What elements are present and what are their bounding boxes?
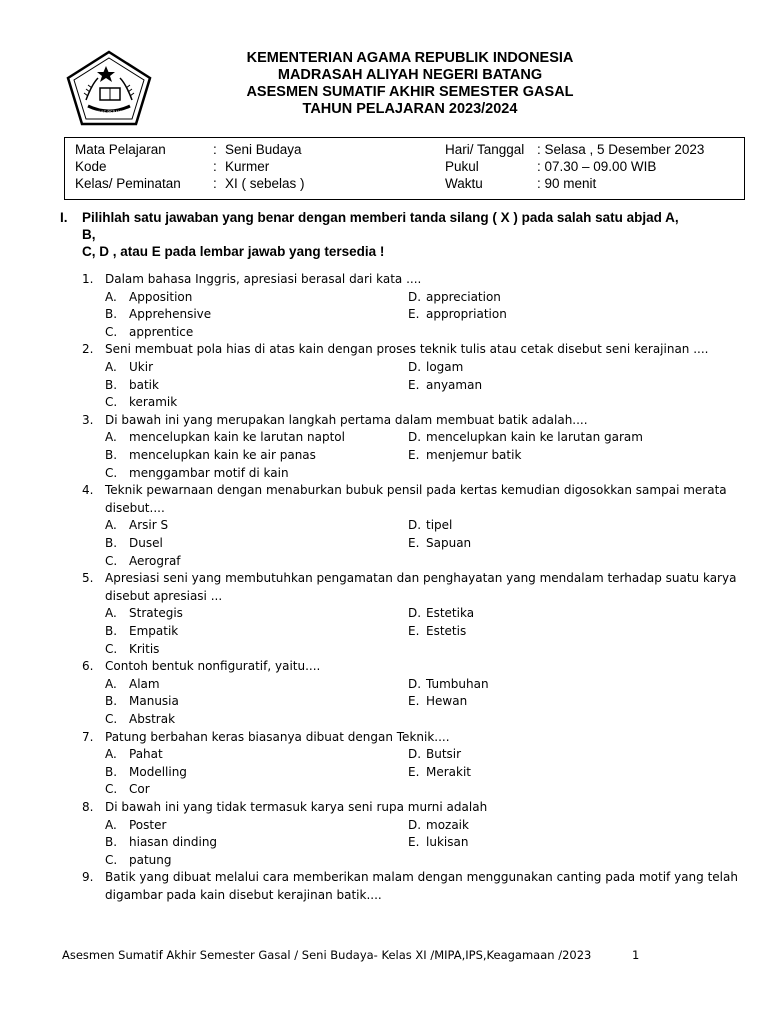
option-text: Abstrak (129, 712, 176, 726)
option-letter: A. (105, 289, 117, 304)
option-letter: A. (105, 747, 117, 762)
option-letter: D. (408, 289, 422, 304)
option-text: Estetis (426, 624, 467, 638)
exam-info-box (64, 137, 745, 200)
question-number: 2. (82, 342, 94, 357)
option-letter: E. (408, 835, 420, 850)
option-text: batik (129, 377, 159, 392)
option-letter: D. (408, 518, 422, 533)
option-letter: B. (105, 694, 118, 709)
document-header (160, 50, 660, 118)
option-text: mencelupkan kain ke larutan garam (426, 430, 643, 445)
question-text: Seni membuat pola hias di atas kain dengan proses teknik tulis atau cetak disebut seni kerajinan .... (105, 342, 709, 357)
header-line: KEMENTERIAN AGAMA REPUBLIK INDONESIA (246, 50, 574, 66)
ministry-logo (64, 48, 154, 128)
option-letter: E. (408, 307, 420, 322)
option-text: Manusia (129, 694, 179, 709)
info-label: Kode (75, 159, 107, 174)
option-text: menggambar motif di kain (129, 465, 289, 480)
option-letter: C. (105, 324, 118, 339)
option-text: Merakit (426, 764, 472, 779)
page-footer: Asesmen Sumatif Akhir Semester Gasal / Seni Budaya- Kelas XI /MIPA,IPS,Keagamaan /2023 (62, 948, 592, 962)
option-text: mencelupkan kain ke larutan naptol (129, 430, 345, 445)
question-text: Batik yang dibuat melalui cara memberikan malam dengan menggunakan canting pada motif yang telah (105, 870, 738, 885)
question-number: 3. (82, 412, 94, 427)
option-text: Poster (129, 817, 167, 832)
page-number: 1 (632, 948, 640, 962)
option-letter: A. (105, 606, 117, 621)
info-label: Mata Pelajaran (75, 142, 166, 157)
question-text: Contoh bentuk nonfiguratif, yaitu.... (105, 659, 321, 674)
option-text: mozaik (426, 817, 469, 832)
option-text: appreciation (426, 289, 501, 304)
option-letter: C. (105, 712, 118, 726)
question-number: 6. (82, 659, 94, 674)
option-letter: B. (105, 764, 118, 779)
option-text: Strategis (129, 606, 183, 621)
option-text: keramik (129, 395, 178, 410)
svg-text:IKHLAS BERAMAL: IKHLAS BERAMAL (91, 110, 127, 115)
option-letter: A. (105, 430, 117, 445)
option-text: Apposition (129, 289, 193, 304)
question-number: 8. (82, 800, 94, 814)
option-letter: B. (105, 536, 118, 550)
option-text: Modelling (129, 764, 187, 779)
option-text: anyaman (426, 377, 483, 392)
info-value: : 90 menit (537, 176, 597, 191)
question-text: Di bawah ini yang merupakan langkah pertama dalam membuat batik adalah.... (105, 412, 588, 427)
option-text: logam (426, 360, 464, 374)
question-number: 1. (82, 272, 94, 286)
option-letter: E. (408, 448, 420, 462)
option-letter: A. (105, 676, 117, 691)
option-text: Arsir S (129, 518, 169, 533)
option-text: Apprehensive (129, 307, 212, 322)
option-letter: D. (408, 817, 422, 832)
option-text: Dusel (129, 536, 163, 550)
option-text: appropriation (426, 307, 507, 322)
option-text: Tumbuhan (426, 676, 489, 691)
option-letter: A. (105, 817, 117, 832)
option-text: mencelupkan kain ke air panas (129, 448, 316, 462)
question-text: disebut apresiasi ... (105, 588, 223, 603)
option-text: Alam (129, 676, 160, 691)
option-letter: D. (408, 747, 422, 762)
option-text: Estetika (426, 606, 475, 621)
option-letter: E. (408, 624, 420, 638)
info-value: : 07.30 – 09.00 WIB (537, 159, 657, 174)
option-letter: E. (408, 377, 420, 392)
question-number: 7. (82, 729, 94, 744)
option-text: Sapuan (426, 536, 472, 550)
info-sep: : (213, 142, 217, 157)
option-letter: C. (105, 395, 118, 410)
info-label: Kelas/ Peminatan (75, 176, 181, 191)
option-letter: D. (408, 360, 422, 374)
question-number: 9. (82, 870, 94, 885)
question-text: digambar pada kain disebut kerajinan batik.... (105, 888, 382, 902)
option-letter: C. (105, 782, 118, 797)
option-text: Kritis (129, 641, 160, 656)
option-text: Aerograf (129, 553, 181, 568)
option-letter: C. (105, 553, 118, 568)
option-text: Hewan (426, 694, 468, 709)
option-letter: E. (408, 694, 420, 709)
question-text: Apresiasi seni yang membutuhkan pengamatan dan penghayatan yang mendalam terhadap suatu karya (105, 571, 737, 586)
question-text: Patung berbahan keras biasanya dibuat dengan Teknik.... (105, 729, 450, 744)
option-letter: B. (105, 448, 118, 462)
question-text: Teknik pewarnaan dengan menaburkan bubuk pensil pada kertas kemudian digosokkan sampai merata (105, 483, 727, 498)
option-letter: E. (408, 764, 420, 779)
question-text: disebut.... (105, 500, 165, 515)
option-text: menjemur batik (426, 448, 522, 462)
option-letter: E. (408, 536, 420, 550)
instruction-line: Pilihlah satu jawaban yang benar dengan memberi tanda silang ( X ) pada salah satu abjad A, (82, 210, 679, 225)
option-letter: B. (105, 307, 118, 322)
info-value: : Selasa , 5 Desember 2023 (537, 142, 705, 157)
question-text: Di bawah ini yang tidak termasuk karya seni rupa murni adalah (105, 800, 488, 814)
info-label: Hari/ Tanggal (445, 142, 525, 157)
option-letter: A. (105, 518, 117, 533)
option-text: apprentice (129, 324, 194, 339)
option-letter: B. (105, 835, 118, 850)
info-sep: : (213, 159, 217, 174)
question-number: 5. (82, 571, 94, 586)
info-value: Kurmer (225, 159, 270, 174)
option-letter: D. (408, 430, 422, 445)
option-letter: C. (105, 465, 118, 480)
option-text: tipel (426, 518, 453, 533)
option-text: lukisan (426, 835, 469, 850)
option-text: patung (129, 852, 172, 867)
option-text: Empatik (129, 624, 179, 638)
option-letter: C. (105, 852, 118, 867)
info-label: Waktu (445, 176, 483, 191)
question-number: 4. (82, 483, 94, 498)
option-text: hiasan dinding (129, 835, 218, 850)
option-letter: D. (408, 676, 422, 691)
instruction-line: C, D , atau E pada lembar jawab yang tersedia ! (82, 244, 385, 259)
section-number: I. (60, 210, 68, 225)
option-letter: A. (105, 360, 117, 374)
option-text: Pahat (129, 747, 163, 762)
info-value: XI ( sebelas ) (225, 176, 305, 191)
instruction-line: B, (82, 227, 96, 242)
option-text: Butsir (426, 747, 462, 762)
option-letter: D. (408, 606, 422, 621)
option-letter: C. (105, 641, 118, 656)
option-text: Cor (129, 782, 150, 797)
question-text: Dalam bahasa Inggris, apresiasi berasal dari kata .... (105, 272, 422, 286)
header-line: TAHUN PELAJARAN 2023/2024 (302, 101, 518, 117)
option-text: Ukir (129, 360, 153, 374)
header-line: MADRASAH ALIYAH NEGERI BATANG (277, 67, 543, 83)
option-letter: B. (105, 624, 118, 638)
info-label: Pukul (445, 159, 479, 174)
info-sep: : (213, 176, 217, 191)
header-line: ASESMEN SUMATIF AKHIR SEMESTER GASAL (246, 84, 574, 100)
info-value: Seni Budaya (225, 142, 302, 157)
option-letter: B. (105, 377, 118, 392)
